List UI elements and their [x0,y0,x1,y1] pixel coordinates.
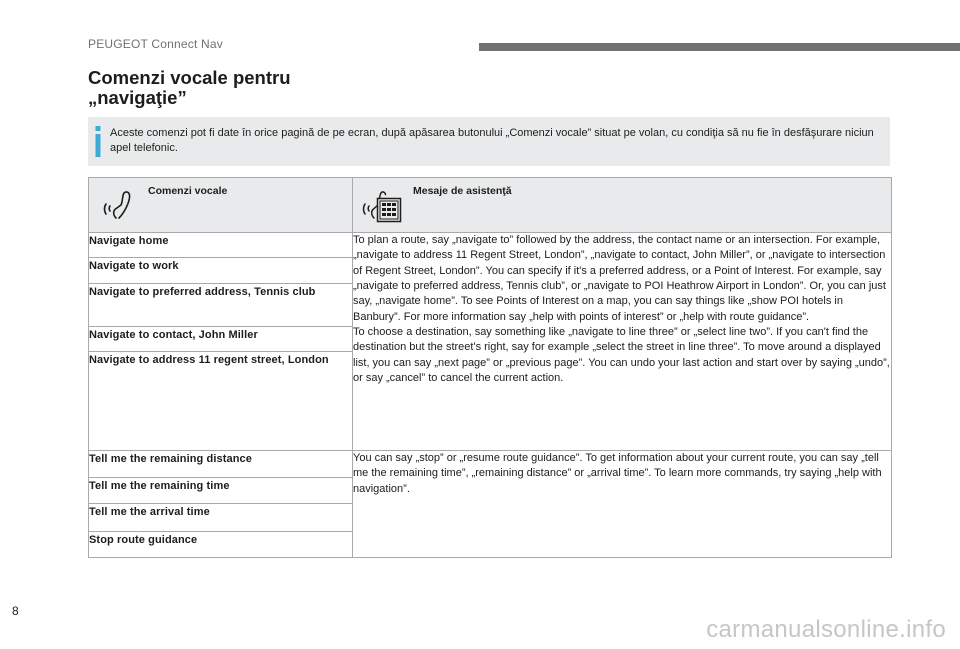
command-remaining-time: Tell me the remaining time [89,478,353,504]
command-navigate-home: Navigate home [89,233,353,258]
assistance-paragraph: You can say „stop” or „resume route guidance”. To get information about your current route, you can say „tell me the remaining time”, „remaining distance” or „arrival time”. To learn more commands, try saying „help with navigation”. [353,451,882,495]
commands-column-label: Comenzi vocale [148,185,228,197]
commands-column-header [89,178,353,233]
table-header-row [89,178,892,233]
voice-assistant-screen-icon [361,187,403,225]
page-title-line-2: „navigaţie” [88,87,187,108]
header-bar [479,43,960,51]
voice-commands-table [88,177,892,558]
messages-column-label: Mesaje de asistenţă [413,185,512,197]
section-label: PEUGEOT Connect Nav [88,37,223,51]
command-arrival-time: Tell me the arrival time [89,504,353,531]
table-row [89,450,892,477]
command-remaining-distance: Tell me the remaining distance [89,450,353,477]
info-text: Aceste comenzi pot fi date în orice pagină de pe ecran, după apăsarea butonului „Comenzi vocale” situat pe volan, cu condiţia să nu fie în desfăşurare niciun apel telefonic. [110,127,874,154]
assistance-paragraph: To choose a destination, say something like „navigate to line three” or „select line two”. If you can't find the destination but the street's right, say for example „select the street in line three”. To move around a displayed list, you can say „next page” or „previous page”. You can undo your last action and start over by saying „undo”, or say „cancel” to cancel the current action. [353,326,890,385]
info-box [88,117,890,166]
command-navigate-preferred-address: Navigate to preferred address, Tennis club [89,284,353,326]
page-number: 8 [12,604,19,618]
command-navigate-contact: Navigate to contact, John Miller [89,326,353,351]
command-stop-route-guidance: Stop route guidance [89,531,353,557]
table-row [89,233,892,258]
page-title [88,68,291,108]
voice-command-icon [101,187,133,223]
watermark: carmanualsonline.info [706,616,946,643]
assistance-message-route [353,233,892,451]
messages-column-header [353,178,892,233]
command-navigate-work: Navigate to work [89,258,353,284]
assistance-message-guidance [353,450,892,557]
assistance-paragraph: To plan a route, say „navigate to” followed by the address, the contact name or an intersection. For example, „navigate to address 11 Regent Street, London”, „navigate to contact, John Miller”, or „navigate to intersection of Regent Street, London”. You can specify if it's a preferred address, or a Point of Interest. For example, say „navigate to preferred address, Tennis club”, or „navigate to POI Heathrow Airport in London”. Or, you can just say, „navigate home”. To see Points of Interest on a map, you can say things like „show POI hotels in Banbury”. For more information say „help with points of interest” or „help with route guidance”. [353,234,886,323]
info-icon [94,126,102,157]
page-title-line-1: Comenzi vocale pentru [88,67,291,88]
command-navigate-address: Navigate to address 11 regent street, London [89,352,353,451]
